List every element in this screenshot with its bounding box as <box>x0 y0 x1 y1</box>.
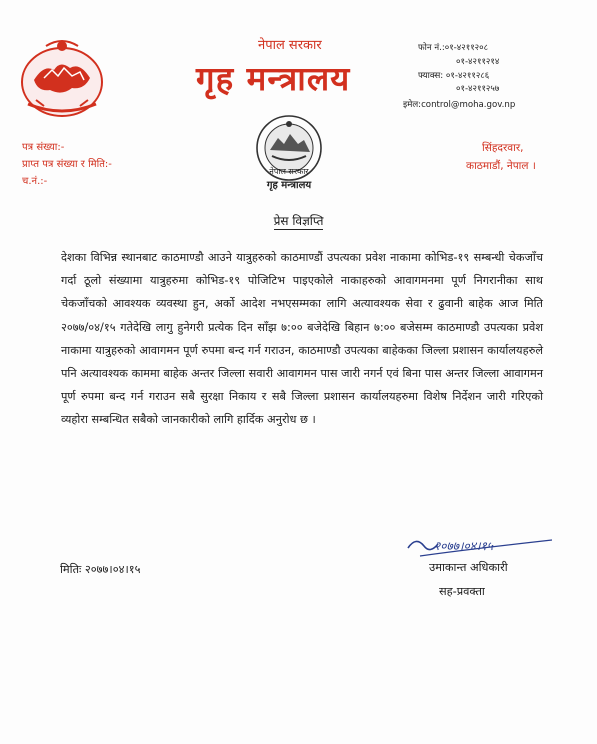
contact-block <box>403 42 516 113</box>
address-line-1: सिंहदरवार, <box>482 142 524 154</box>
seal-text-top: नेपाल सरकार <box>269 167 309 176</box>
fax-line: फ्याक्स: ०१-४२११२८६ <box>418 70 490 81</box>
phone-line-2: ०१-४२११२१४ <box>456 56 500 67</box>
letter-number-label: पत्र संख्या:- <box>22 142 65 153</box>
address-line-2: काठमाडौं, नेपाल । <box>466 160 536 172</box>
document-title-text: प्रेस विज्ञप्ति <box>273 214 324 228</box>
document-title <box>0 212 597 229</box>
reference-fields <box>22 139 112 190</box>
ministry-address <box>466 139 536 175</box>
seal-text-bottom: गृह मन्त्रालय <box>266 180 312 191</box>
signatory-block <box>429 556 508 604</box>
nepal-emblem-icon <box>14 34 110 120</box>
press-release-body: देशका विभिन्न स्थानबाट काठमाण्डौ आउने यात्रुहरुको काठमाण्डौं उपत्यका प्रवेश नाकामा कोभिड-१९ सम्बन्धी चेकजाँच गर्दा ठूलो संख्यामा यात्रुहरुमा कोभिड-१९ पोजिटिभ पाइएकोले नाकाहरुको आवागमनमा पूर्ण निगरानीका साथ चेकजाँचको आवश्यक व्यवस्था हुन, अर्को आदेश नभएसम्मका लागि अत्यावश्यक सेवा र ढुवानी बाहेक आज मिति २०७७/०४/१५ गतेदेखि लागु हुनेगरी प्रत्येक दिन साँझ ७:०० बजेदेखि बिहान ७:०० बजेसम्म काठमाण्डौ उपत्यका प्रवेश नाकामा यात्रुहरुको आवागमन पूर्ण रुपमा बन्द गर्न गराउन, काठमाण्डौ उपत्यका बाहेकका जिल्ला प्रशासन कार्यालयहरुले पनि अत्यावश्यक काममा बाहेक अन्तर जिल्ला सवारी आवागमन पास जारी नगर्न एवं बिना पास अन्तर जिल्ला आवागमन पूर्ण रुपमा बन्द गर्न गराउन सबै सुरक्षा निकाय र सबै जिल्ला प्रशासन कार्यालयहरुमा विशेष निर्देशन जारी गरिएको व्यहोरा सम्बन्धित सबैको जानकारीको लागि हार्दिक अनुरोध छ । <box>61 251 543 427</box>
received-letter-label: प्राप्त पत्र संख्या र मिति:- <box>22 159 112 170</box>
chalani-number-label: च.नं.:- <box>22 176 48 187</box>
signature-date: २०७७।०४।१५ <box>434 539 494 553</box>
ministry-seal-icon <box>246 108 332 194</box>
email-line: इमेल:control@moha.gov.np <box>403 100 516 111</box>
issue-date: मितिः २०७७।०४।१५ <box>60 563 141 576</box>
signatory-name: उमाकान्त अधिकारी <box>429 561 508 574</box>
signatory-role: सह-प्रवक्ता <box>439 585 485 598</box>
phone-line: फोन नं.:०१-४२११२०८ <box>418 43 489 53</box>
government-label: नेपाल सरकार <box>258 38 322 53</box>
fax-line-2: ०१-४२११२५७ <box>456 84 500 95</box>
ministry-name: गृह मन्त्रालय <box>196 59 351 98</box>
